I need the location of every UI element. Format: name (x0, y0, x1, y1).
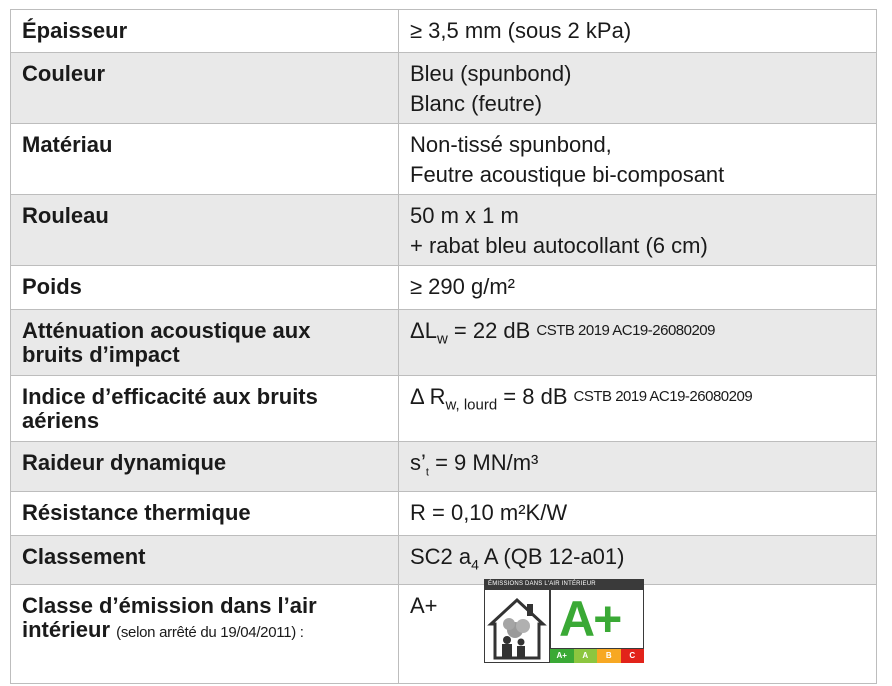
row-value: A+ (399, 584, 877, 683)
row-label: Indice d’efficacité aux bruits aériens (11, 376, 399, 442)
table-row (11, 266, 877, 310)
grade-box (550, 589, 644, 649)
row-value: R = 0,10 m²K/W (399, 492, 877, 536)
row-label: Raideur dynamique (11, 442, 399, 492)
table-row (11, 124, 877, 195)
row-value: ≥ 3,5 mm (sous 2 kPa) (399, 10, 877, 53)
indoor-emission-label (484, 579, 644, 663)
table-row (11, 536, 877, 584)
row-value: Δ $R_{w, lourd} = 8$ dB CSTB 2019 AC19-26080209 (399, 376, 877, 442)
row-value: SC2 $a_4$ A (QB 12-a01) (399, 536, 877, 584)
label-header-band: ÉMISSIONS DANS L'AIR INTÉRIEUR (484, 579, 644, 589)
table-row (11, 584, 877, 683)
row-label: Atténuation acoustique aux bruits d’impact (11, 310, 399, 376)
table-row (11, 492, 877, 536)
reference-note: CSTB 2019 AC19-26080209 (536, 322, 715, 339)
table-row (11, 10, 877, 53)
row-label: Épaisseur (11, 10, 399, 53)
scale-c: C (621, 649, 645, 663)
emission-grade: A+ (559, 591, 621, 647)
row-label: Rouleau (11, 195, 399, 266)
table-row (11, 376, 877, 442)
row-value: Bleu (spunbond) Blanc (feutre) (399, 53, 877, 124)
row-value: Non-tissé spunbond, Feutre acoustique bi-composant (399, 124, 877, 195)
row-label: Classement (11, 536, 399, 584)
reference-note: CSTB 2019 AC19-26080209 (573, 388, 753, 405)
table-row (11, 442, 877, 492)
row-value: 50 m x 1 m + rabat bleu autocollant (6 cm) (399, 195, 877, 266)
regulation-note: (selon arrêté du 19/04/2011) : (116, 623, 304, 641)
table-row (11, 310, 877, 376)
house-person-icon (484, 589, 550, 663)
row-label: Couleur (11, 53, 399, 124)
row-value: ≥ 290 g/m² (399, 266, 877, 310)
table-row (11, 53, 877, 124)
grade-scale (550, 649, 644, 663)
scale-a-plus: A+ (550, 649, 574, 663)
row-label: Résistance thermique (11, 492, 399, 536)
table-row (11, 195, 877, 266)
row-label: Matériau (11, 124, 399, 195)
spec-table (10, 9, 877, 684)
scale-a: A (574, 649, 598, 663)
scale-b: B (597, 649, 621, 663)
row-label: Poids (11, 266, 399, 310)
row-label: Classe d’émission dans l’air intérieur (selon arrêté du 19/04/2011) : (11, 584, 399, 683)
row-value: $s’_t = 9$ MN/m³ (399, 442, 877, 492)
row-value: $\Delta L_w = 22$ dB CSTB 2019 AC19-26080209 (399, 310, 877, 376)
